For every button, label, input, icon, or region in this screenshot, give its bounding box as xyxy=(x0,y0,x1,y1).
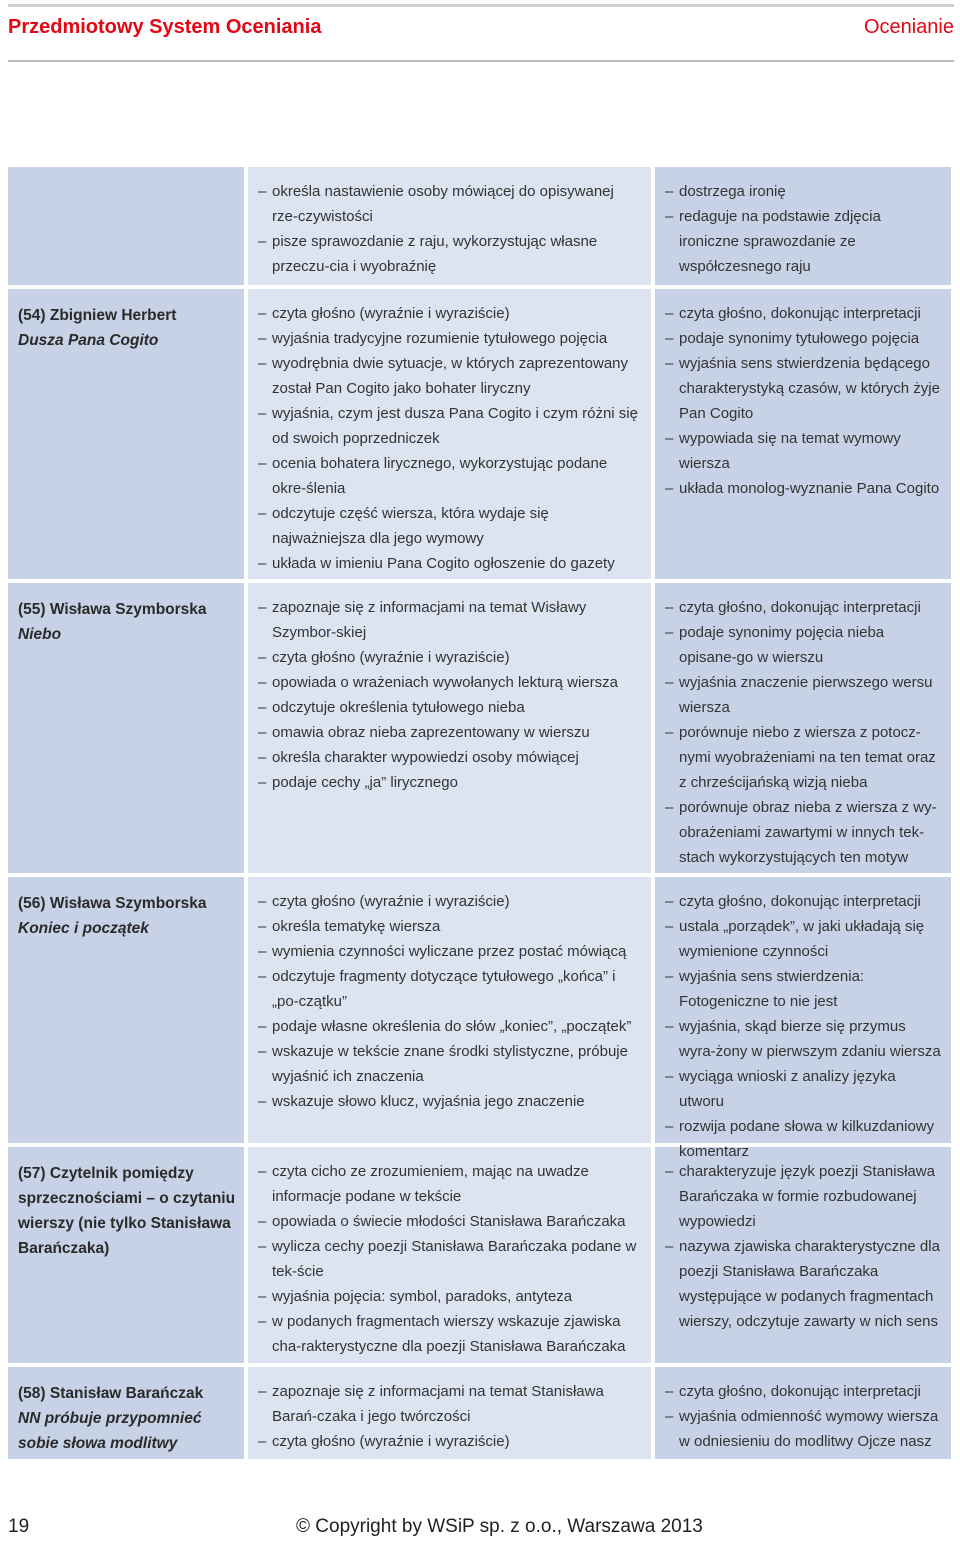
lesson-cell xyxy=(8,1147,244,1363)
table-row xyxy=(8,167,951,285)
basic-requirements-cell xyxy=(248,583,651,873)
extended-requirements-cell xyxy=(655,167,951,285)
list-item: – wskazuje w tekście znane środki stylistyczne, próbuje wyjaśnić ich znaczenia xyxy=(258,1039,639,1089)
list-item: – czyta cicho ze zrozumieniem, mając na uwadze informacje podane w tekście xyxy=(258,1159,639,1209)
basic-requirements-cell xyxy=(248,877,651,1143)
list-item: – wskazuje słowo klucz, wyjaśnia jego znaczenie xyxy=(258,1089,639,1114)
list-item: – określa nastawienie osoby mówiącej do opisywanej rze-czywistości xyxy=(258,179,639,229)
list-item: – pisze sprawozdanie z raju, wykorzystując własne przeczu-cia i wyobraźnię xyxy=(258,229,639,279)
table-row xyxy=(8,583,951,873)
lesson-author: (55) Wisława Szymborska xyxy=(18,601,207,618)
extended-requirements-cell xyxy=(655,583,951,873)
list-item: – charakteryzuje język poezji Stanisława Barańczaka w formie rozbudowanej wypowiedzi xyxy=(665,1159,943,1234)
top-rule xyxy=(8,4,954,7)
list-item: – zapoznaje się z informacjami na temat Stanisława Barań-czaka i jego twórczości xyxy=(258,1379,639,1429)
list-item: – określa tematykę wiersza xyxy=(258,914,639,939)
list-item: – układa w imieniu Pana Cogito ogłoszenie do gazety xyxy=(258,551,639,576)
extended-requirements-cell xyxy=(655,1367,951,1459)
list-item: – dostrzega ironię xyxy=(665,179,943,204)
list-item: – podaje cechy „ja” lirycznego xyxy=(258,770,639,795)
list-item: – wymienia czynności wyliczane przez postać mówiącą xyxy=(258,939,639,964)
list-item: – wyciąga wnioski z analizy języka utworu xyxy=(665,1064,943,1114)
list-item: – wyjaśnia pojęcia: symbol, paradoks, antyteza xyxy=(258,1284,639,1309)
header-divider xyxy=(8,60,954,62)
table-row xyxy=(8,1367,951,1459)
lesson-author: (56) Wisława Szymborska xyxy=(18,895,207,912)
lesson-title: NN próbuje przypomnieć sobie słowa modlitwy xyxy=(18,1410,202,1452)
list-item: – czyta głośno, dokonując interpretacji xyxy=(665,889,943,914)
list-item: – podaje synonimy tytułowego pojęcia xyxy=(665,326,943,351)
list-item: – odczytuje określenia tytułowego nieba xyxy=(258,695,639,720)
list-item: – wyjaśnia odmienność wymowy wiersza w odniesieniu do modlitwy Ojcze nasz xyxy=(665,1404,943,1454)
table-row xyxy=(8,289,951,579)
basic-requirements-cell xyxy=(248,289,651,579)
table-row xyxy=(8,1147,951,1363)
list-item: – czyta głośno, dokonując interpretacji xyxy=(665,1379,943,1404)
page-number: 19 xyxy=(8,1516,30,1537)
copyright-notice: © Copyright by WSiP sp. z o.o., Warszawa 2013 xyxy=(296,1516,703,1537)
list-item: – podaje własne określenia do słów „koniec”, „początek” xyxy=(258,1014,639,1039)
list-item: – wyjaśnia sens stwierdzenia: Fotogeniczne to nie jest xyxy=(665,964,943,1014)
list-item: – zapoznaje się z informacjami na temat Wisławy Szymbor-skiej xyxy=(258,595,639,645)
basic-requirements-cell xyxy=(248,1147,651,1363)
lesson-title: (57) Czytelnik pomiędzy sprzecznościami – o czytaniu wierszy (nie tylko Stanisława Barańczaka) xyxy=(18,1165,236,1257)
lesson-cell xyxy=(8,877,244,1143)
list-item: – czyta głośno (wyraźnie i wyraziście) xyxy=(258,889,639,914)
list-item: – porównuje niebo z wiersza z potocz-nymi wyobrażeniami na ten temat oraz z chrześcijańską wizją nieba xyxy=(665,720,943,795)
list-item: – czyta głośno (wyraźnie i wyraziście) xyxy=(258,645,639,670)
list-item: – wyodrębnia dwie sytuacje, w których zaprezentowany został Pan Cogito jako bohater liryczny xyxy=(258,351,639,401)
list-item: – redaguje na podstawie zdjęcia ironiczne sprawozdanie ze współczesnego raju xyxy=(665,204,943,279)
list-item: – odczytuje fragmenty dotyczące tytułowego „końca” i „po-czątku” xyxy=(258,964,639,1014)
lesson-title: Koniec i początek xyxy=(18,920,149,937)
list-item: – w podanych fragmentach wierszy wskazuje zjawiska cha-rakterystyczne dla poezji Stanisława Barańczaka xyxy=(258,1309,639,1359)
extended-requirements-cell xyxy=(655,877,951,1160)
lesson-title: Dusza Pana Cogito xyxy=(18,332,159,349)
list-item: – wypowiada się na temat wymowy wiersza xyxy=(665,426,943,476)
lesson-cell xyxy=(8,167,244,285)
table-row xyxy=(8,877,951,1160)
list-item: – omawia obraz nieba zaprezentowany w wierszu xyxy=(258,720,639,745)
list-item: – wyjaśnia znaczenie pierwszego wersu wiersza xyxy=(665,670,943,720)
lesson-cell xyxy=(8,583,244,873)
basic-requirements-cell xyxy=(248,1367,651,1459)
lesson-cell xyxy=(8,1367,244,1459)
extended-requirements-cell xyxy=(655,1147,951,1363)
header-title: Przedmiotowy System Oceniania xyxy=(8,16,322,38)
list-item: – układa monolog-wyznanie Pana Cogito xyxy=(665,476,943,501)
list-item: – czyta głośno (wyraźnie i wyraziście) xyxy=(258,301,639,326)
list-item: – wyjaśnia, czym jest dusza Pana Cogito i czym różni się od swoich poprzedniczek xyxy=(258,401,639,451)
lesson-author: (58) Stanisław Barańczak xyxy=(18,1385,204,1402)
list-item: – wyjaśnia sens stwierdzenia będącego charakterystyką czasów, w których żyje Pan Cogito xyxy=(665,351,943,426)
list-item: – wyjaśnia, skąd bierze się przymus wyra-żony w pierwszym zdaniu wiersza xyxy=(665,1014,943,1064)
list-item: – odczytuje część wiersza, która wydaje się najważniejsza dla jego wymowy xyxy=(258,501,639,551)
list-item: – czyta głośno, dokonując interpretacji xyxy=(665,595,943,620)
list-item: – czyta głośno (wyraźnie i wyraziście) xyxy=(258,1429,639,1454)
list-item: – ustala „porządek”, w jaki układają się wymienione czynności xyxy=(665,914,943,964)
list-item: – wyjaśnia tradycyjne rozumienie tytułowego pojęcia xyxy=(258,326,639,351)
criteria-table xyxy=(8,167,951,1463)
extended-requirements-cell xyxy=(655,289,951,579)
list-item: – opowiada o wrażeniach wywołanych lekturą wiersza xyxy=(258,670,639,695)
list-item: – podaje synonimy pojęcia nieba opisane-go w wierszu xyxy=(665,620,943,670)
list-item: – rozwija podane słowa w kilkuzdaniowy komentarz xyxy=(665,1114,943,1164)
list-item: – wylicza cechy poezji Stanisława Barańczaka podane w tek-ście xyxy=(258,1234,639,1284)
lesson-cell xyxy=(8,289,244,579)
list-item: – określa charakter wypowiedzi osoby mówiącej xyxy=(258,745,639,770)
basic-requirements-cell xyxy=(248,167,651,285)
list-item: – opowiada o świecie młodości Stanisława Barańczaka xyxy=(258,1209,639,1234)
lesson-author: (54) Zbigniew Herbert xyxy=(18,307,177,324)
list-item: – nazywa zjawiska charakterystyczne dla poezji Stanisława Barańczaka występujące w podanych fragmentach wierszy, odczytuje zawarty w nich sens xyxy=(665,1234,943,1334)
list-item: – porównuje obraz nieba z wiersza z wy-obrażeniami zawartymi w innych tek-stach wykorzystujących ten motyw xyxy=(665,795,943,870)
page-header xyxy=(8,16,954,48)
lesson-title: Niebo xyxy=(18,626,62,643)
list-item: – ocenia bohatera lirycznego, wykorzystując podane okre-ślenia xyxy=(258,451,639,501)
list-item: – czyta głośno, dokonując interpretacji xyxy=(665,301,943,326)
header-section: Ocenianie xyxy=(863,16,954,38)
